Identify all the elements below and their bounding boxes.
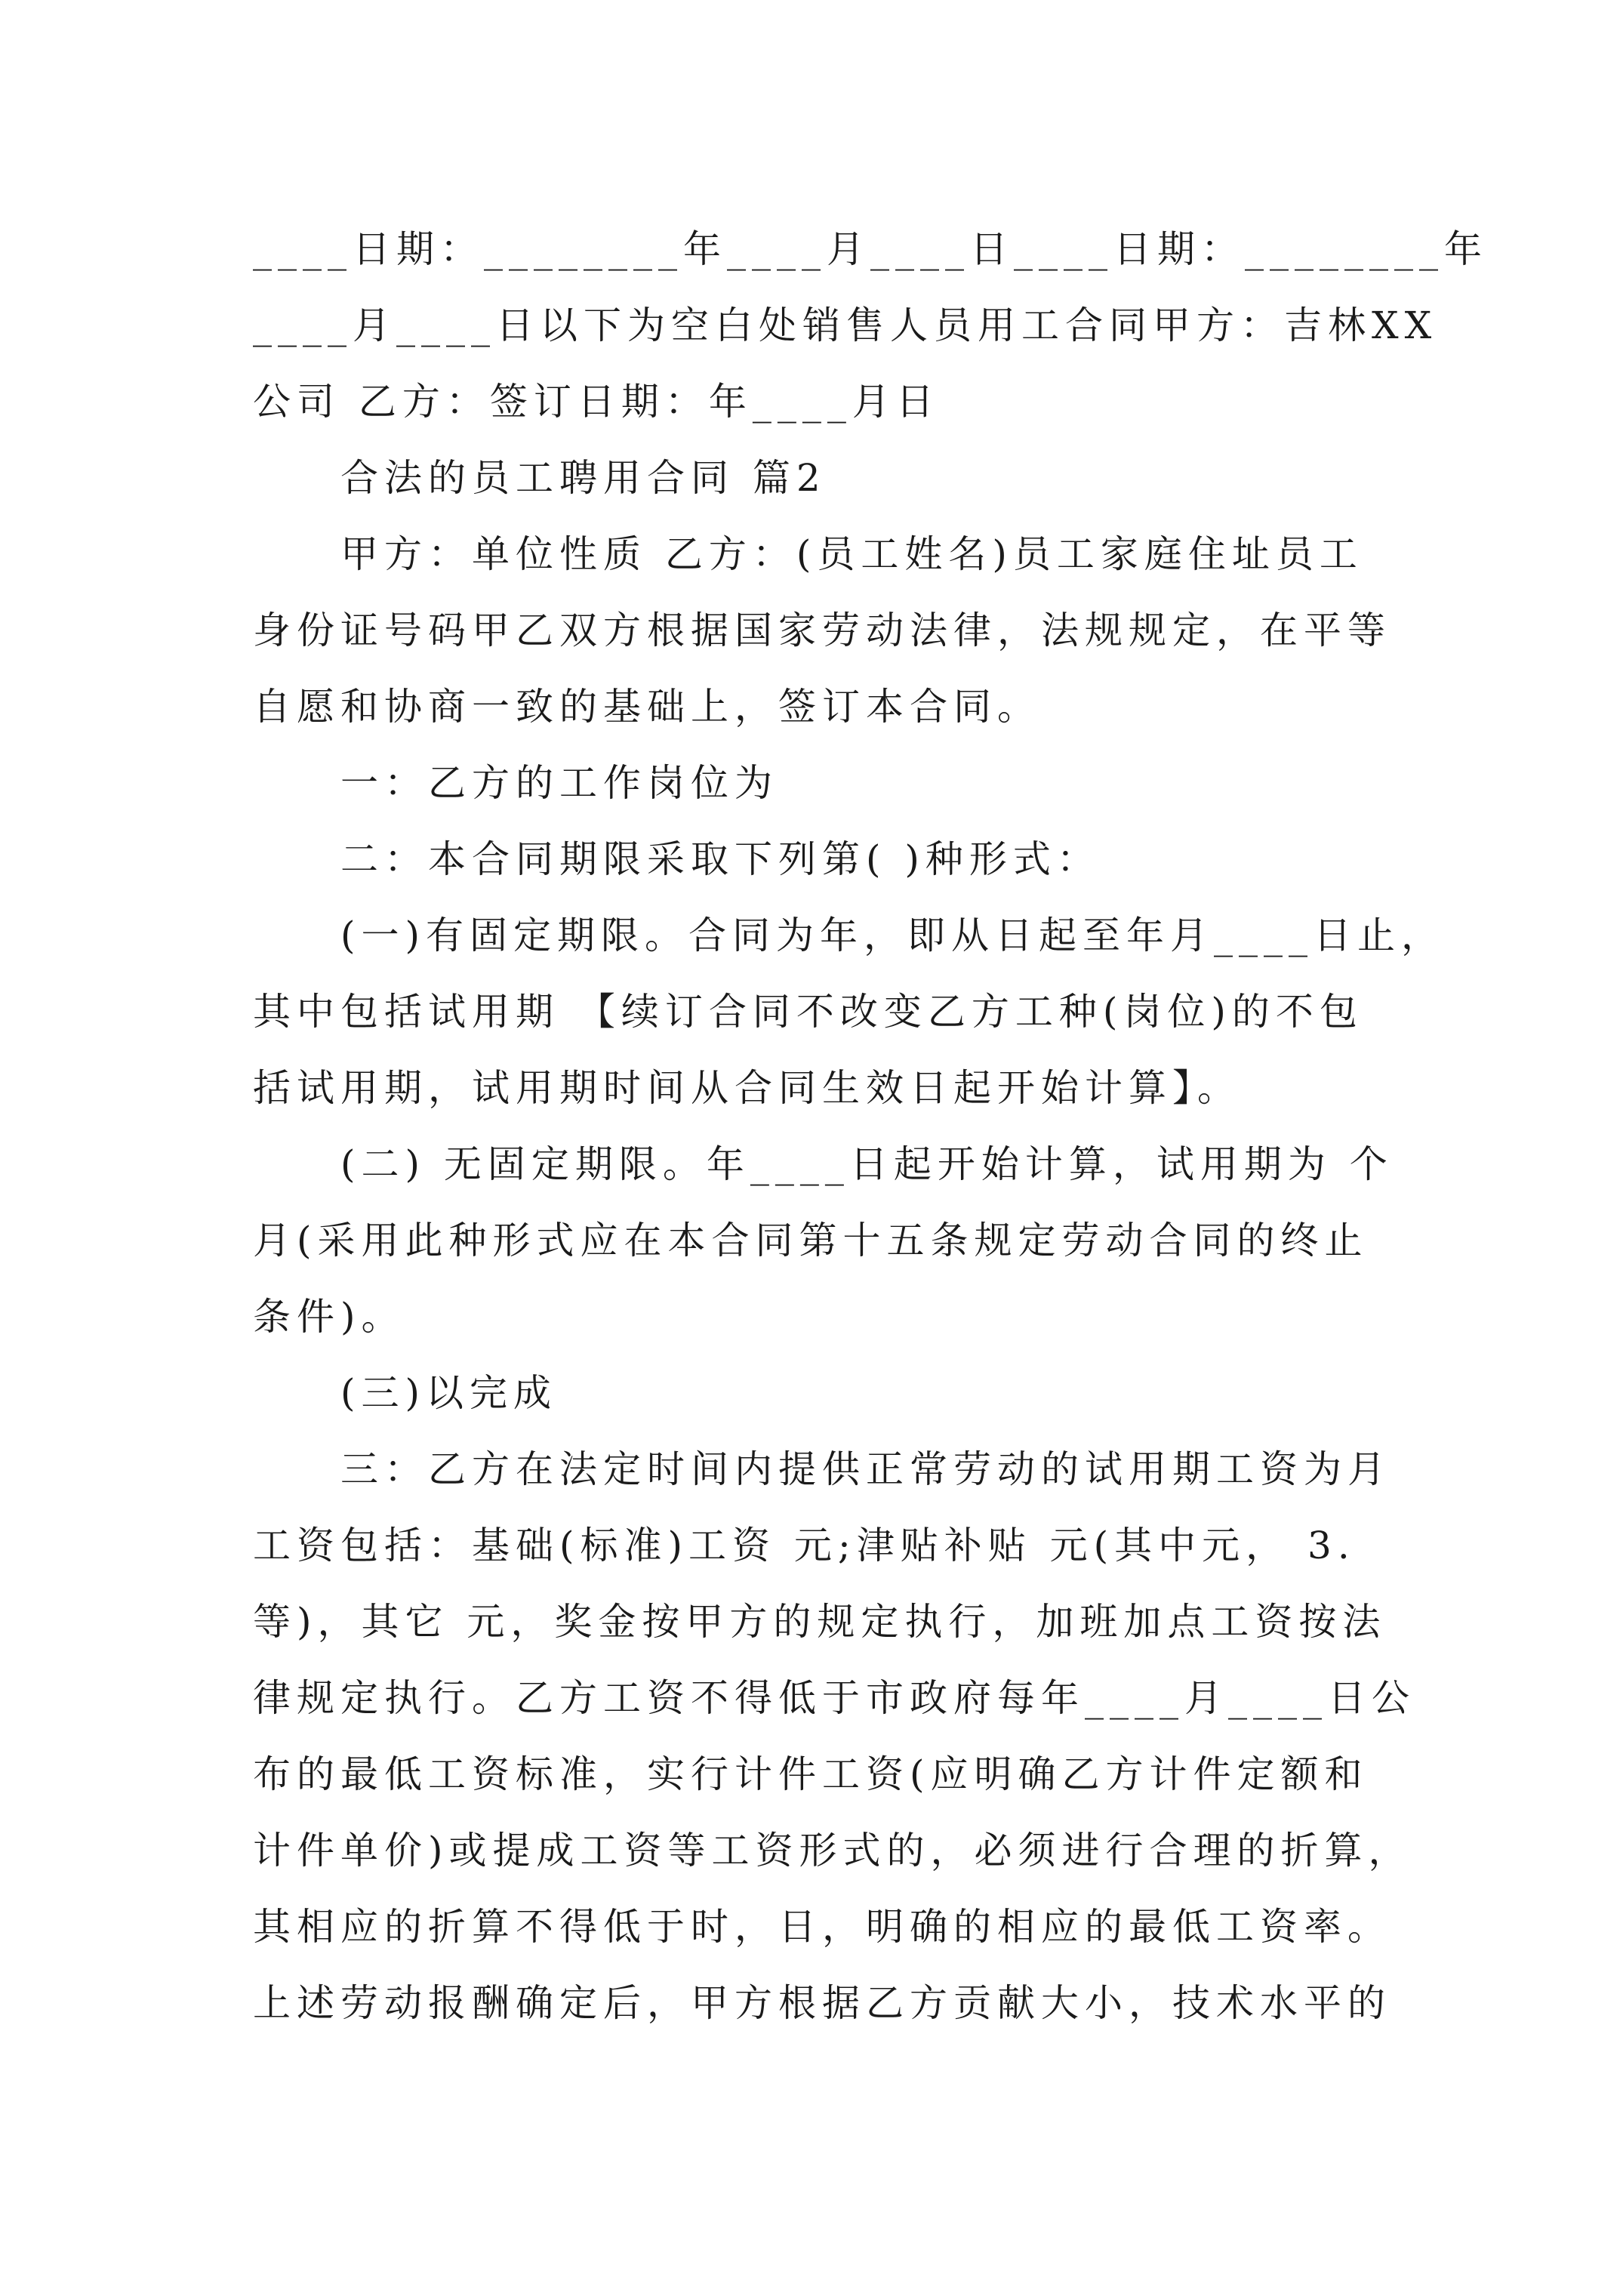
parties-line: 甲方：单位性质 乙方：(员工姓名)员工家庭住址员工 <box>340 532 1363 576</box>
clause-line: 律规定执行。乙方工资不得低于市政府每年____月____日公 <box>253 1676 1415 1720</box>
clause-2-option-1 <box>253 898 1446 1126</box>
clause-line: 等)，其它 元，奖金按甲方的规定执行，加班加点工资按法 <box>253 1600 1387 1644</box>
clause-line: 其中包括试用期 【续订合同不改变乙方工种(岗位)的不包 <box>253 990 1363 1034</box>
document-body <box>253 211 1488 2042</box>
clause-line: 工资包括：基础(标准)工资 元;津贴补贴 元(其中元， 3. <box>253 1524 1356 1567</box>
clause-2-option-2 <box>253 1126 1394 1355</box>
clause-2: 二：本合同期限采取下列第( )种形式： <box>340 837 1101 881</box>
clause-line: 上述劳动报酬确定后，甲方根据乙方贡献大小，技术水平的 <box>253 1981 1391 2025</box>
section-heading: 合法的员工聘用合同 篇2 <box>340 456 827 500</box>
clause-line: 计件单价)或提成工资等工资形式的，必须进行合理的折算， <box>253 1829 1412 1872</box>
clause-line: 月(采用此种形式应在本合同第十五条规定劳动合同的终止 <box>253 1219 1369 1262</box>
parties-line: 身份证号码甲乙双方根据国家劳动法律，法规规定，在平等 <box>253 609 1391 652</box>
clause-line: (二) 无固定期限。年____日起开始计算，试用期为 个 <box>340 1142 1394 1186</box>
intro-paragraph <box>253 211 1488 440</box>
clause-line: 括试用期，试用期时间从合同生效日起开始计算】。 <box>253 1066 1241 1110</box>
clause-1: 一：乙方的工作岗位为 <box>340 761 778 805</box>
intro-line: ____日期：________年____月____日____日期：________年 <box>253 227 1488 271</box>
intro-line: 公司 乙方：签订日期：年____月日 <box>253 380 940 424</box>
clause-3 <box>253 1432 1415 2042</box>
parties-line: 自愿和协商一致的基础上，签订本合同。 <box>253 685 1041 729</box>
clause-2-option-3: (三)以完成 <box>340 1371 558 1415</box>
clause-line: (一)有固定期限。合同为年，即从日起至年月____日止， <box>340 914 1446 957</box>
clause-line: 三：乙方在法定时间内提供正常劳动的试用期工资为月 <box>340 1447 1391 1491</box>
parties-paragraph <box>253 516 1391 745</box>
clause-line: 其相应的折算不得低于时，日，明确的相应的最低工资率。 <box>253 1905 1391 1949</box>
clause-line: 布的最低工资标准，实行计件工资(应明确乙方计件定额和 <box>253 1752 1369 1796</box>
intro-line: ____月____日以下为空白处销售人员用工合同甲方：吉林XX <box>253 304 1438 347</box>
clause-line: 条件)。 <box>253 1295 405 1339</box>
